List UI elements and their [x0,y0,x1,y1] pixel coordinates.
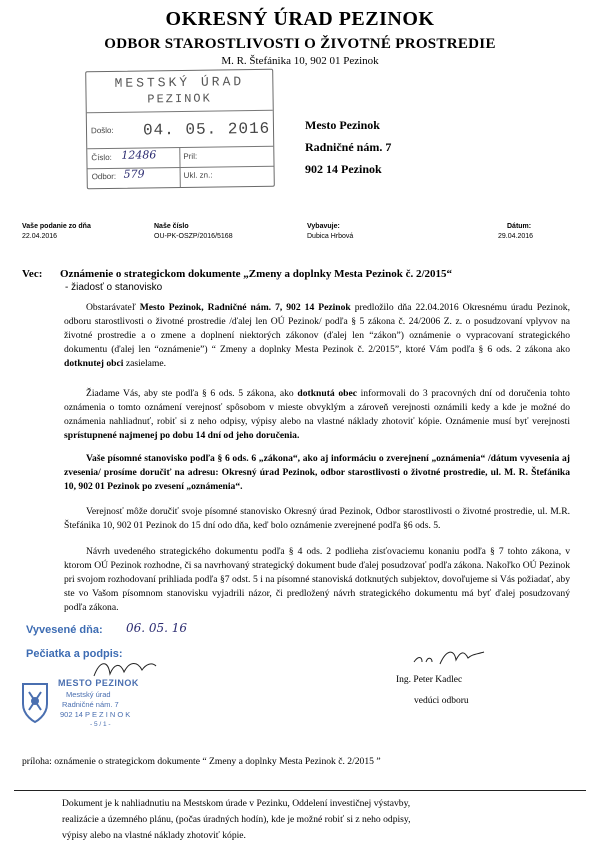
stamp-line1: MESTSKÝ ÚRAD [114,74,245,91]
signatory-role: vedúci odboru [414,696,469,706]
paragraph-5: Návrh uvedeného strategického dokumentu podľa § 4 ods. 2 podlieha zisťovaciemu konaniu podľa § 7 tohto zákona, v ktorom OÚ Pezinok rozhodne, či sa navrhovaný strategický dokument bude ďalej posudzovať podľa zákona. Nakoľko OÚ Pezinok pri svojom rozhodovaní prihliada podľa §7 odst. 5 i na písomné stanoviská dotknutých subjektov, dovoľujeme si Vás požiadať, aby ste vo Vašom písomnom stanovisku vyjadrili názor, či predložený návrh strategického dokumentu má byť ďalej posudzovaný podľa zákona. [64,546,570,614]
office-address: M. R. Štefánika 10, 902 01 Pezinok [221,55,379,67]
stamp-cislo-value: 12486 [121,148,157,162]
posted-date: 06. 05. 16 [126,621,188,635]
footer-line1: Dokument je k nahliadnutiu na Mestskom úrade v Pezinku, Oddelení investičnej výstavby, [62,798,411,809]
city-stamp-line1: MESTO PEZINOK [58,678,139,688]
stamp-ukl-label: Ukl. zn.: [183,170,213,180]
footer-line3: výpisy alebo na vlastné náklady zhotoviť kópie. [62,830,246,841]
signatory-name: Ing. Peter Kadlec [396,675,463,685]
stamp-dosle-label: Došlo: [90,125,114,136]
meta-handled-label: Vybavuje: [307,223,340,230]
meta-handled-value: Dubica Hrbová [307,233,354,240]
department-title: ODBOR STAROSTLIVOSTI O ŽIVOTNÉ PROSTREDIE [104,36,496,52]
meta-our-ref-label: Naše číslo [154,223,189,230]
paragraph-3: Vaše písomné stanovisko podľa § 6 ods. 6 „zákona“, ako aj informáciu o zverejnení „oznámenia“ /dátum vyvesenia aj zvesenia/ prosíme doručiť na adresu: Okresný úrad Pezinok, odbor starostlivosti o životné prostredie, ul. M. R. Štefánika 10, 902 01 Pezinok po zvesení „oznámenia“. [64,453,570,493]
city-stamp-line2: Mestský úrad [66,690,111,699]
received-stamp [85,69,275,190]
posted-label: Vyvesené dňa: [26,624,103,636]
paragraph-4: Verejnosť môže doručiť svoje písomné stanovisko Okresný úrad Pezinok, Odbor starostlivosti o životné prostredie, ul. M.R. Štefánika 10, 902 01 Pezinok do 15 dní odo dňa, keď bolo oznámenie zverejnené podľa §6 ods. 5. [64,506,570,532]
office-title: OKRESNÝ ÚRAD PEZINOK [165,8,435,30]
attachment-line: príloha: oznámenie o strategickom dokumente “ Zmeny a doplnky Mesta Pezinok č. 2/2015 ” [22,756,381,767]
subject-sub: - žiadosť o stanovisko [65,282,163,293]
meta-date-value: 29.04.2016 [498,233,534,240]
city-stamp-line5: - 5 / 1 - [90,721,111,728]
city-stamp-line3: Radničné nám. 7 [62,700,119,709]
stamp-odbor-label: Odbor: [91,171,117,182]
meta-your-letter-value: 22.04.2016 [22,233,58,240]
recipient-line3: 902 14 Pezinok [305,162,382,176]
stamp-dosle-value: 04. 05. 2016 [142,119,271,140]
stamp-cislo-label: Číslo: [91,152,112,163]
recipient-line2: Radničné nám. 7 [305,140,392,154]
recipient-line1: Mesto Pezinok [305,118,380,132]
meta-our-ref-value: OU-PK-OSZP/2016/5168 [154,233,233,240]
footer-divider [14,790,586,791]
paragraph-2: Žiadame Vás, aby ste podľa § 6 ods. 5 zákona, ako dotknutá obec informovali do 3 pracovných dní od doručenia tohto oznámenia o tomto oznámení verejnosť spôsobom v mieste obvyklým a zároveň verejnosti oznámili kedy a kde je možné do oznámenia nahliadnuť, robiť si z neho odpisy, výpisy alebo na vlastné náklady zhotoviť kópie. Oznámenie musí byť verejnosti sprístupnené najmenej po dobu 14 dní od jeho doručenia. [64,388,570,442]
subject-label: Vec: [22,268,43,280]
subject-title: Oznámenie o strategickom dokumente „Zmeny a doplnky Mesta Pezinok č. 2/2015“ [60,268,453,280]
meta-your-letter-label: Vaše podanie zo dňa [22,223,91,230]
stamp-line2: PEZINOK [147,91,212,107]
footer-line2: realizácie a územného plánu, (počas úradných hodín), kde je možné robiť si z neho odpisy, [62,814,411,825]
paragraph-1: Obstarávateľ Mesto Pezinok, Radničné nám. 7, 902 14 Pezinok predložilo dňa 22.04.2016 Okresnému úradu Pezinok, odboru starostlivosti o životné prostredie /ďalej len OÚ Pezinok/ podľa § 5 zákona č. 24/2006 Z. z. o posudzovaní vplyvov na životné prostredie a o zmene a doplnení niektorých zákonov (ďalej len “zákon”) oznámenie o vypracovaní strategického dokumentu (ďalej len “oznámenie”) “ Zmeny a doplnky Mesta Pezinok č. 2/2015”, ktoré Vám podľa § 6 ods. 2 zákona ako dotknutej obci zasielame. [64,302,570,370]
stamp-pril-label: Pril: [183,151,198,161]
city-stamp-line4: 902 14 P E Z I N O K [60,710,131,719]
meta-date-label: Dátum: [507,223,532,230]
coat-of-arms-icon [20,680,50,726]
official-signature-scribble [410,646,490,672]
stamp-signature-label: Pečiatka a podpis: [26,648,123,660]
stamp-odbor-value: 579 [123,167,145,181]
city-stamp [20,674,170,736]
